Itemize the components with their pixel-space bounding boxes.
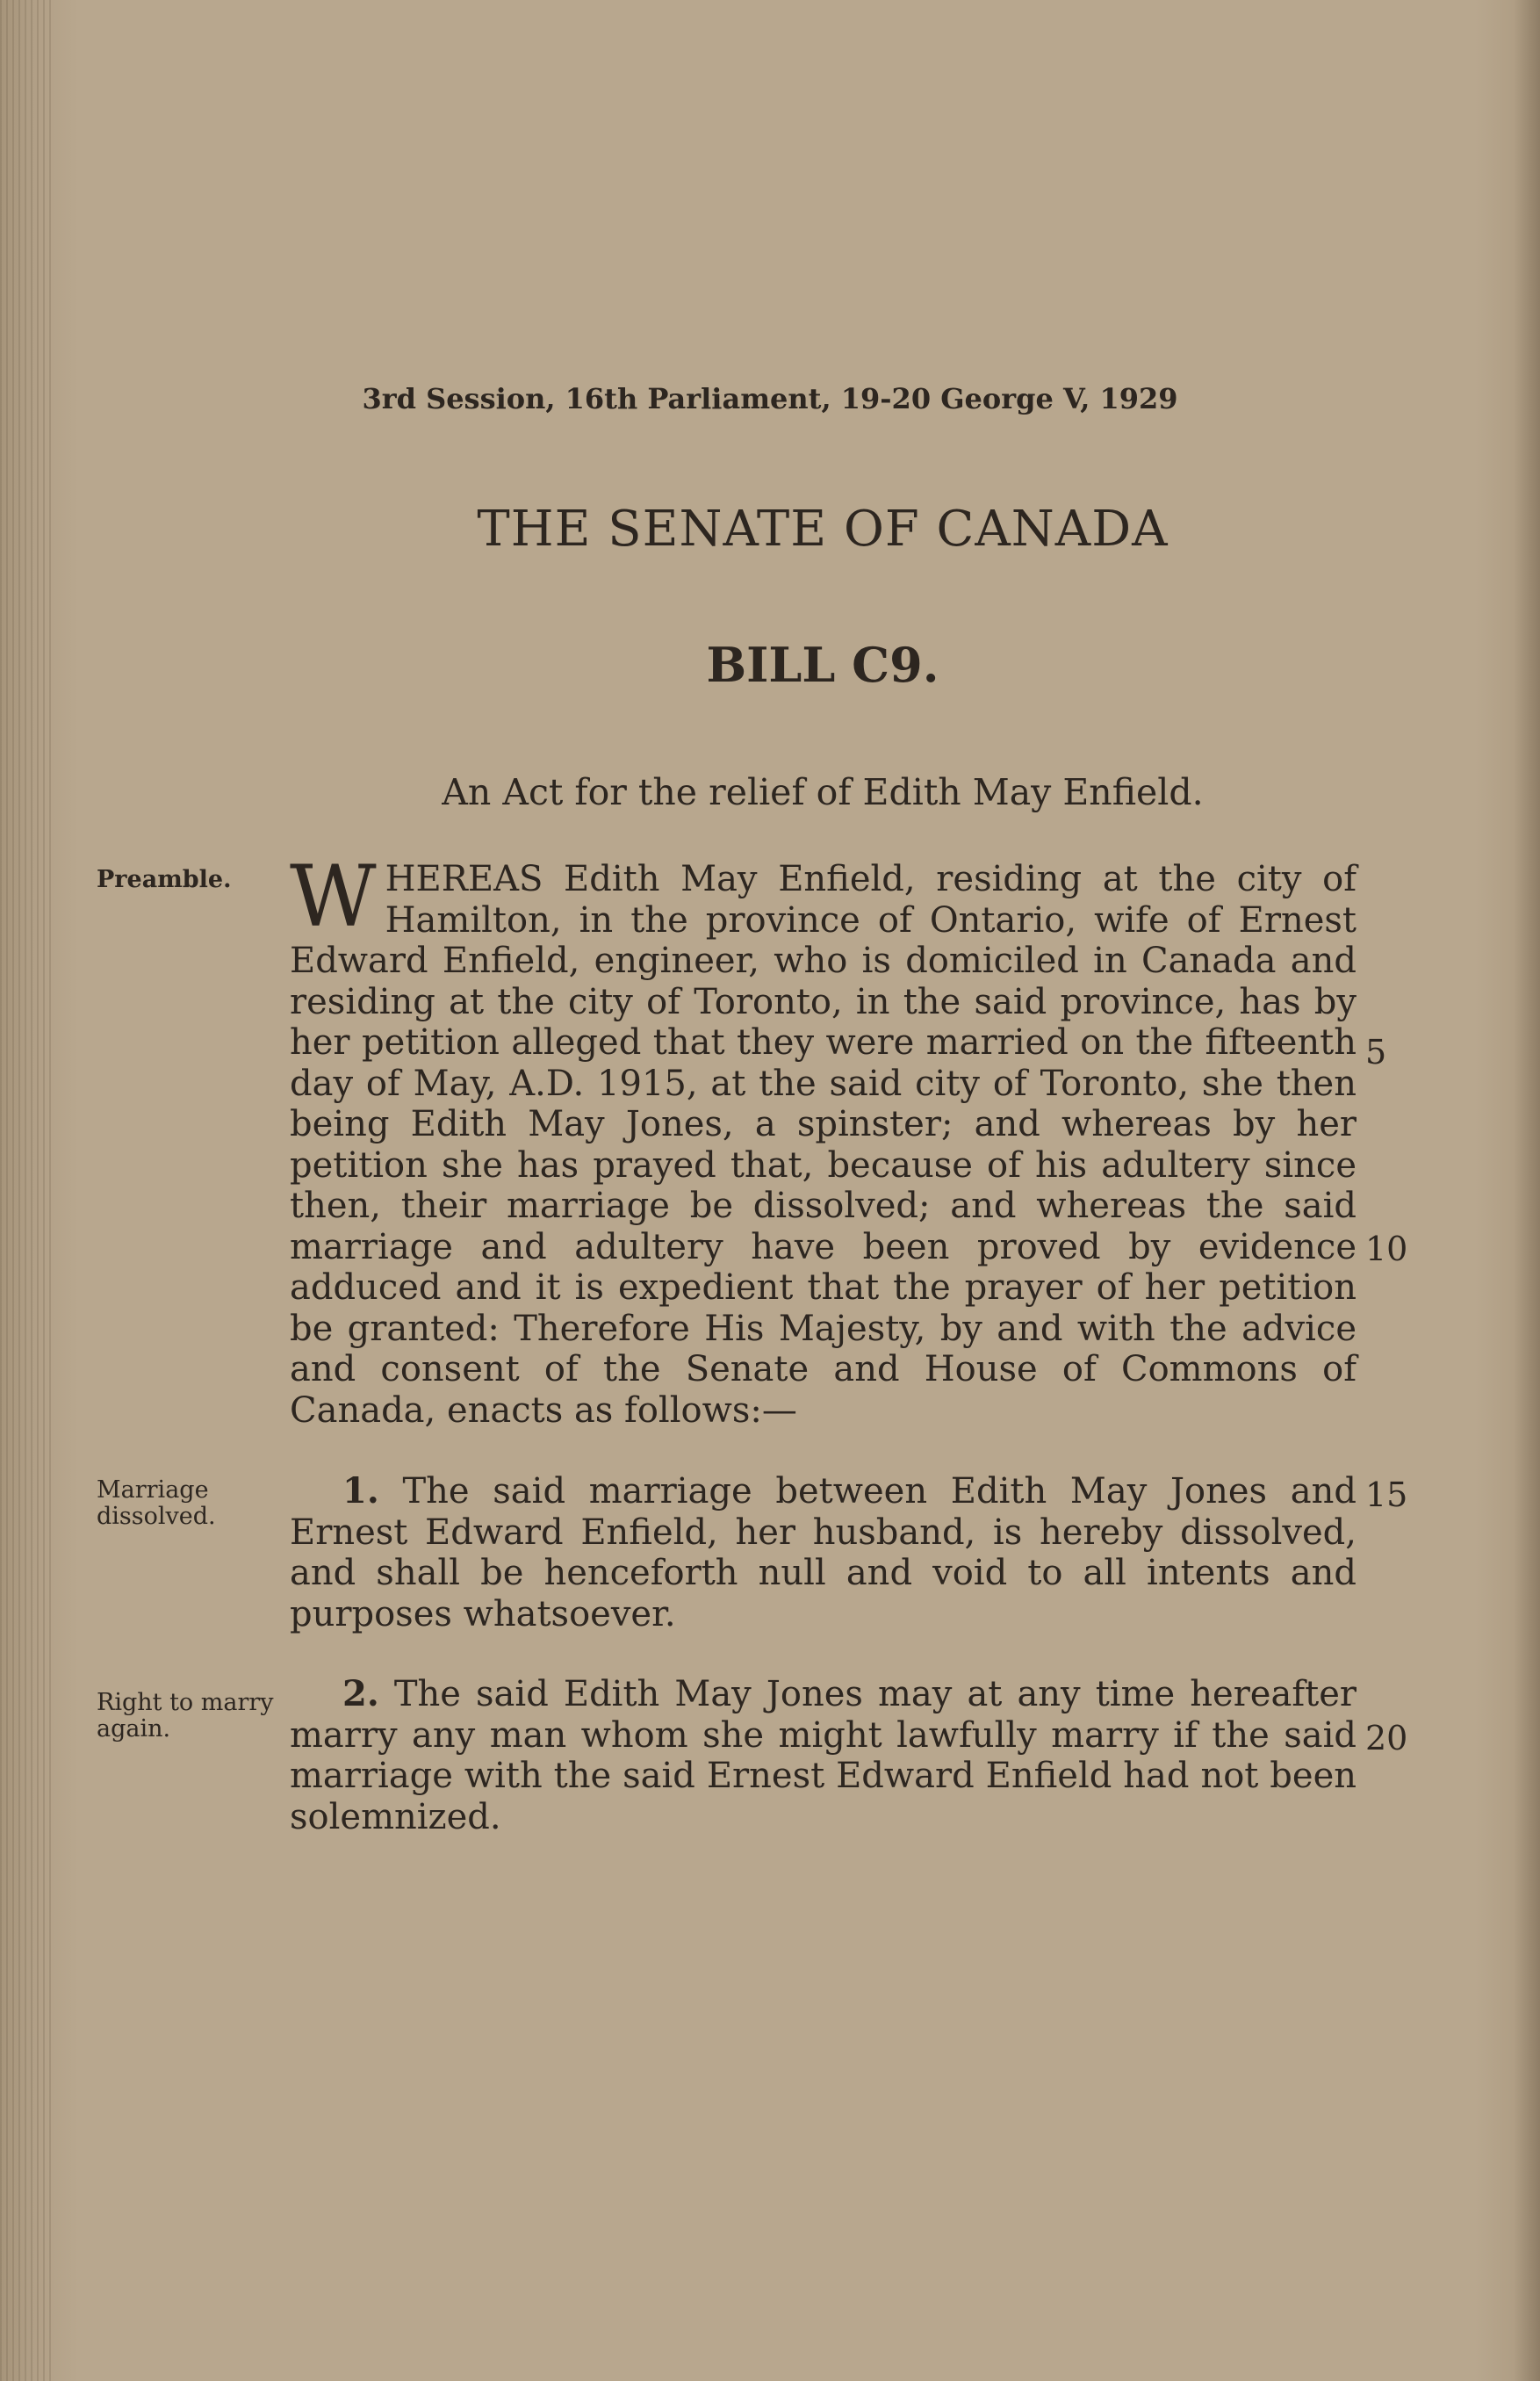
margin-note-right-to-marry: Right to marry again. [97, 1689, 274, 1742]
binding-edge [0, 0, 53, 2381]
act-title: An Act for the relief of Edith May Enfield. [442, 771, 1204, 813]
preamble-paragraph [290, 848, 1356, 1431]
drop-cap: W [290, 848, 377, 946]
line-number-10: 10 [1365, 1230, 1408, 1268]
section-2-body: The said Edith May Jones may at any time hereafter marry any man whom she might lawfully marry if the said marriage with the said Ernest Edward Enfield had not been solemnized. [290, 1674, 1357, 1837]
chamber-title: THE SENATE OF CANADA [477, 501, 1169, 558]
bill-number: BILL C9. [706, 637, 939, 693]
preamble-body: HEREAS Edith May Enfield, residing at the city of Hamilton, in the province of Ontario, wife of Ernest Edward Enfield, engineer, who is domiciled in Canada and residing at the city of Toronto, in the said province, has by her petition alleged that they were married on the fifteenth day of May, A.D. 1915, at the said city of Toronto, she then being Edith May Jones, a spinster; and whereas by her petition she has prayed that, because of his adultery since then, their marriage be dissolved; and whereas the said marriage and adultery have been proved by evidence adduced and it is expedient that the prayer of her petition be granted: Therefore His Majesty, by and with the advice and consent of the Senate and House of Commons of Canada, enacts as follows:— [290, 859, 1356, 1431]
line-number-15: 15 [1365, 1475, 1408, 1514]
section-2 [290, 1674, 1356, 1837]
page-edge-shadow [1514, 0, 1540, 2381]
line-number-20: 20 [1365, 1719, 1408, 1757]
margin-note-preamble: Preamble. [97, 866, 232, 893]
section-1-body: The said marriage between Edith May Jones and Ernest Edward Enfield, her husband, is hereby dissolved, and shall be henceforth null and void to all intents and purposes whatsoever. [290, 1471, 1356, 1634]
section-1 [290, 1471, 1356, 1634]
section-2-number: 2. [342, 1673, 379, 1714]
section-1-number: 1. [342, 1470, 379, 1512]
session-header: 3rd Session, 16th Parliament, 19-20 George V, 1929 [362, 382, 1178, 415]
margin-note-marriage-dissolved: Marriage dissolved. [97, 1476, 216, 1530]
line-number-5: 5 [1365, 1033, 1387, 1071]
